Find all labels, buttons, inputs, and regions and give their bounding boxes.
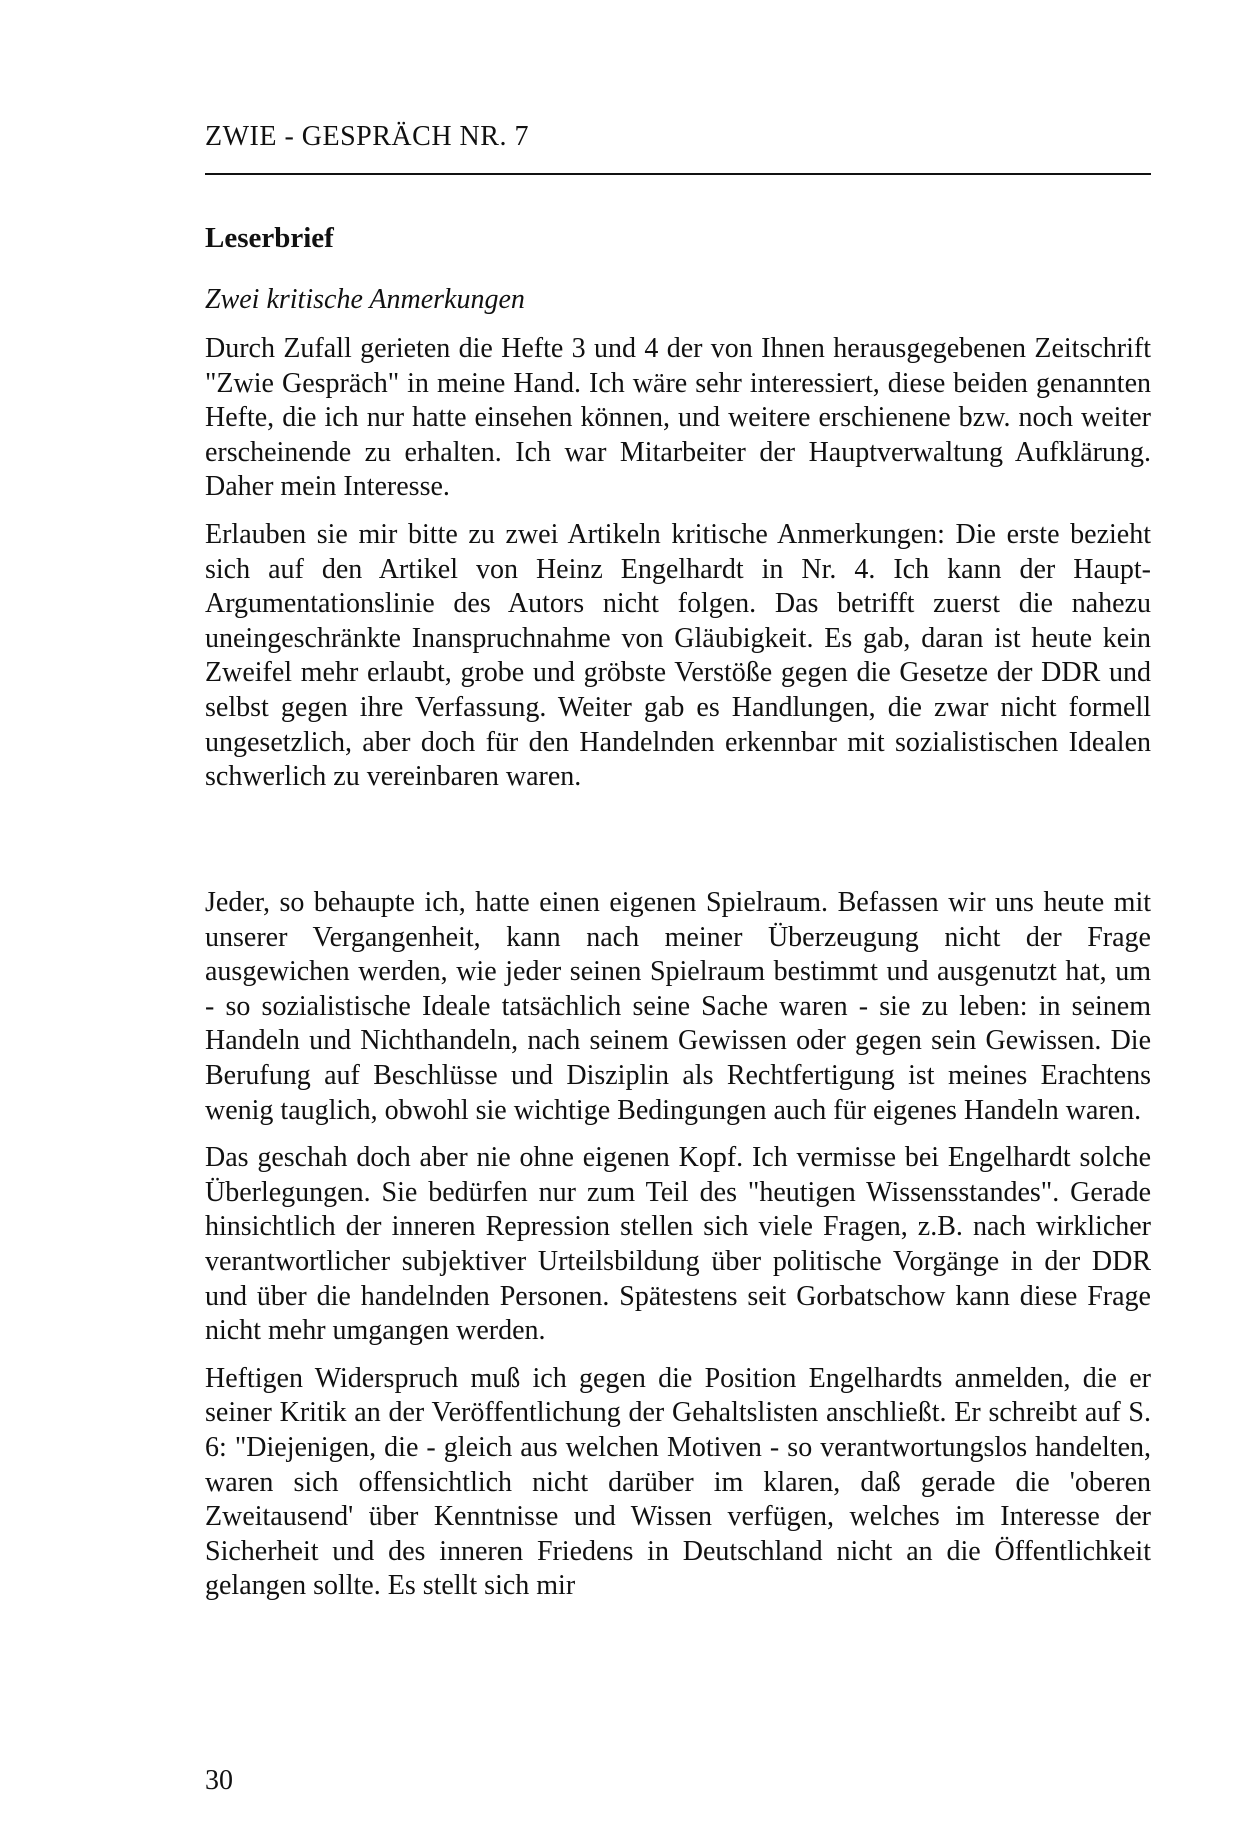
article-subtitle: Zwei kritische Anmerkungen xyxy=(205,284,525,315)
header-rule xyxy=(205,173,1151,175)
body-text-block xyxy=(205,886,1151,1604)
running-head: ZWIE - GESPRÄCH NR. 7 xyxy=(205,121,529,152)
paragraph: Das geschah doch aber nie ohne eigenen Kopf. Ich vermisse bei Engelhardt solche Überlegungen. Sie bedürfen nur zum Teil des "heutigen Wissensstandes". Gerade hinsichtlich der inneren Repression stellen sich viele Fragen, z.B. nach wirklicher verantwortlicher subjektiver Urteilsbildung über politische Vorgänge in der DDR und über die handelnden Personen. Spätestens seit Gorbatschow kann diese Frage nicht mehr umgangen werden. xyxy=(205,1142,1151,1347)
page-number: 30 xyxy=(205,1765,233,1796)
document-page xyxy=(205,0,1151,1841)
paragraph: Erlauben sie mir bitte zu zwei Artikeln kritische Anmerkungen: Die erste bezieht sich auf den Artikel von Heinz Engelhardt in Nr. 4. Ich kann der Haupt-Argumentationslinie des Autors nicht folgen. Das betrifft zuerst die nahezu uneingeschränkte Inanspruchnahme von Gläubigkeit. Es gab, daran ist heute kein Zweifel mehr erlaubt, grobe und gröbste Verstöße gegen die Gesetze der DDR und selbst gegen ihre Verfassung. Weiter gab es Handlungen, die zwar nicht formell ungesetzlich, aber doch für den Handelnden erkennbar mit sozialistischen Idealen schwerlich zu vereinbaren waren. xyxy=(205,518,1151,793)
body-text-block xyxy=(205,332,1151,795)
paragraph: Heftigen Widerspruch muß ich gegen die Position Engelhardts anmelden, die er seiner Kritik an der Veröffentlichung der Gehaltslisten anschließt. Er schreibt auf S. 6: "Diejenigen, die - gleich aus welchen Motiven - so verantwortungslos handelten, waren sich offensichtlich nicht darüber im klaren, daß gerade die 'oberen Zweitausend' über Kenntnisse und Wissen verfügen, welches im Interesse der Sicherheit und des inneren Friedens in Deutschland nicht an die Öffentlichkeit gelangen sollte. Es stellt sich mir xyxy=(205,1362,1151,1602)
section-title: Leserbrief xyxy=(205,222,334,254)
paragraph: Durch Zufall gerieten die Hefte 3 und 4 der von Ihnen herausgegebenen Zeitschrift "Zwie Gespräch" in meine Hand. Ich wäre sehr interessiert, diese beiden genannten Hefte, die ich nur hatte einsehen können, und weitere erschienene bzw. noch weiter erscheinende zu erhalten. Ich war Mitarbeiter der Hauptverwaltung Aufklärung. Daher mein Interesse. xyxy=(205,333,1151,503)
paragraph: Jeder, so behaupte ich, hatte einen eigenen Spielraum. Befassen wir uns heute mit unserer Vergangenheit, kann nach meiner Überzeugung nicht der Frage ausgewichen werden, wie jeder seinen Spielraum bestimmt und ausgenutzt hat, um - so sozialistische Ideale tatsächlich seine Sache waren - sie zu leben: in seinem Handeln und Nichthandeln, nach seinem Gewissen oder gegen sein Gewissen. Die Berufung auf Beschlüsse und Disziplin als Rechtfertigung ist meines Erachtens wenig tauglich, obwohl sie wichtige Bedingungen auch für eigenes Handeln waren. xyxy=(205,887,1151,1126)
